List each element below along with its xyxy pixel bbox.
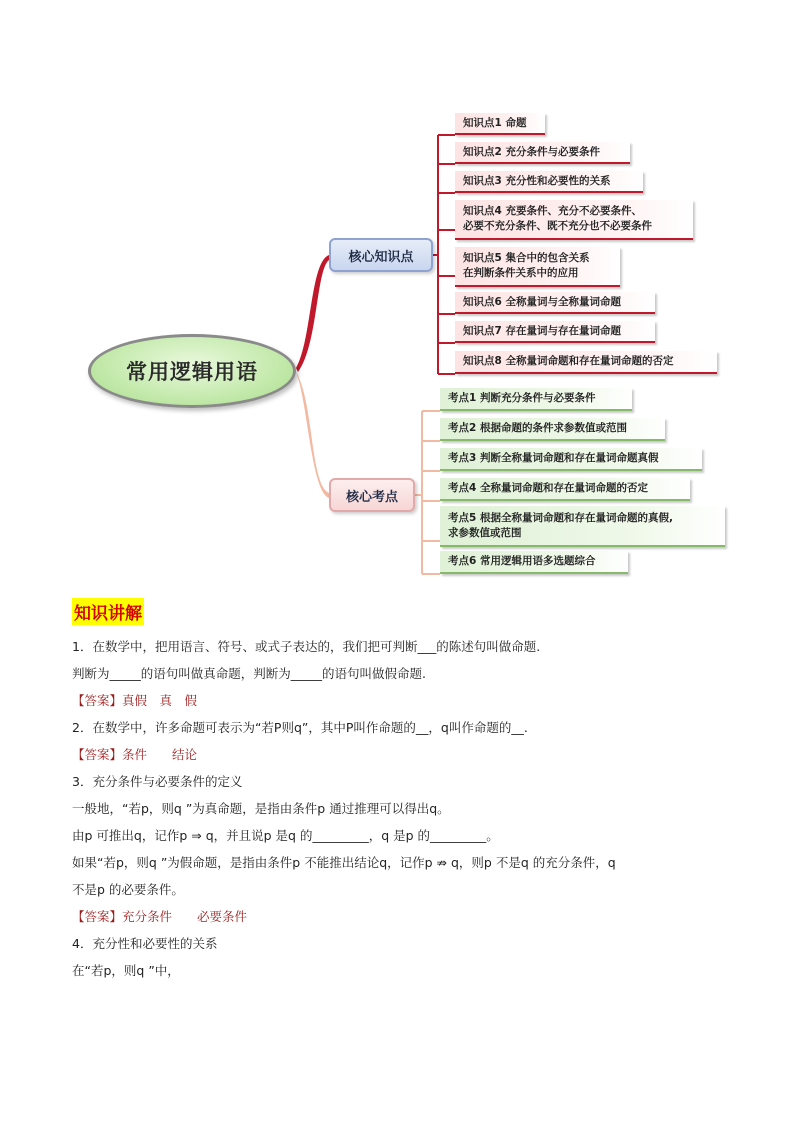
question-line: 如果“若p，则q ”为假命题，是指由条件p 不能推出结论q，记作p ⇏ q，则p 不是q 的充分条件，q bbox=[72, 855, 616, 870]
knowledge-item: 知识点4 充要条件、充分不必要条件、 必要不充分条件、既不充分也不必要条件 bbox=[455, 200, 693, 240]
question-line: 2．在数学中，许多命题可表示为“若P则q”，其中P叫作命题的__，q叫作命题的__. bbox=[72, 720, 528, 735]
question-line: 由p 可推出q，记作p ⇒ q，并且说p 是q 的_________，q 是p 的_________。 bbox=[72, 828, 499, 843]
knowledge-item: 知识点3 充分性和必要性的关系 bbox=[455, 171, 643, 193]
answer-text: 条件 结论 bbox=[122, 747, 198, 762]
answer-text: 充分条件 必要条件 bbox=[122, 909, 248, 924]
question-line: 判断为_____的语句叫做真命题，判断为_____的语句叫做假命题. bbox=[72, 666, 426, 681]
answer-line bbox=[72, 903, 732, 930]
answer-line bbox=[72, 687, 732, 714]
central-topic: 常用逻辑用语 bbox=[88, 334, 296, 408]
knowledge-item: 知识点1 命题 bbox=[455, 113, 545, 135]
connector-exam-ticks bbox=[422, 411, 440, 574]
branch-core-exam-points: 核心考点 bbox=[329, 478, 415, 512]
question-line: 一般地，“若p，则q ”为真命题，是指由条件p 通过推理可以得出q。 bbox=[72, 801, 450, 816]
question-line: 在“若p，则q ”中， bbox=[72, 963, 180, 978]
knowledge-item: 知识点2 充分条件与必要条件 bbox=[455, 142, 630, 164]
knowledge-explanation bbox=[72, 598, 732, 984]
answer-text: 真假 真 假 bbox=[122, 693, 198, 708]
question-line: 1．在数学中，把用语言、符号、或式子表达的，我们把可判断___的陈述句叫做命题. bbox=[72, 639, 541, 654]
connector-knowledge-ticks bbox=[438, 135, 455, 374]
exam-item: 考点5 根据全称量词命题和存在量词命题的真假, 求参数值或范围 bbox=[440, 506, 725, 547]
connector-central-exam bbox=[296, 372, 329, 498]
section-title: 知识讲解 bbox=[72, 598, 144, 625]
knowledge-item: 知识点8 全称量词命题和存在量词命题的否定 bbox=[455, 351, 717, 374]
exam-item: 考点1 判断充分条件与必要条件 bbox=[440, 388, 632, 411]
answer-line bbox=[72, 741, 732, 768]
question-line: 3．充分条件与必要条件的定义 bbox=[72, 774, 243, 789]
exam-item: 考点4 全称量词命题和存在量词命题的否定 bbox=[440, 478, 690, 501]
exam-item: 考点3 判断全称量词命题和存在量词命题真假 bbox=[440, 448, 702, 471]
knowledge-item: 知识点5 集合中的包含关系 在判断条件关系中的应用 bbox=[455, 247, 620, 287]
question-line: 不是p 的必要条件。 bbox=[72, 882, 184, 897]
knowledge-item: 知识点7 存在量词与存在量词命题 bbox=[455, 321, 655, 343]
knowledge-item: 知识点6 全称量词与全称量词命题 bbox=[455, 292, 655, 314]
exam-item: 考点6 常用逻辑用语多选题综合 bbox=[440, 551, 628, 574]
answer-tag: 【答案】 bbox=[72, 909, 123, 924]
connector-central-knowledge bbox=[296, 255, 329, 372]
branch-core-knowledge: 核心知识点 bbox=[329, 238, 433, 272]
question-line: 4．充分性和必要性的关系 bbox=[72, 936, 218, 951]
answer-tag: 【答案】 bbox=[72, 693, 123, 708]
answer-tag: 【答案】 bbox=[72, 747, 123, 762]
exam-item: 考点2 根据命题的条件求参数值或范围 bbox=[440, 418, 665, 441]
